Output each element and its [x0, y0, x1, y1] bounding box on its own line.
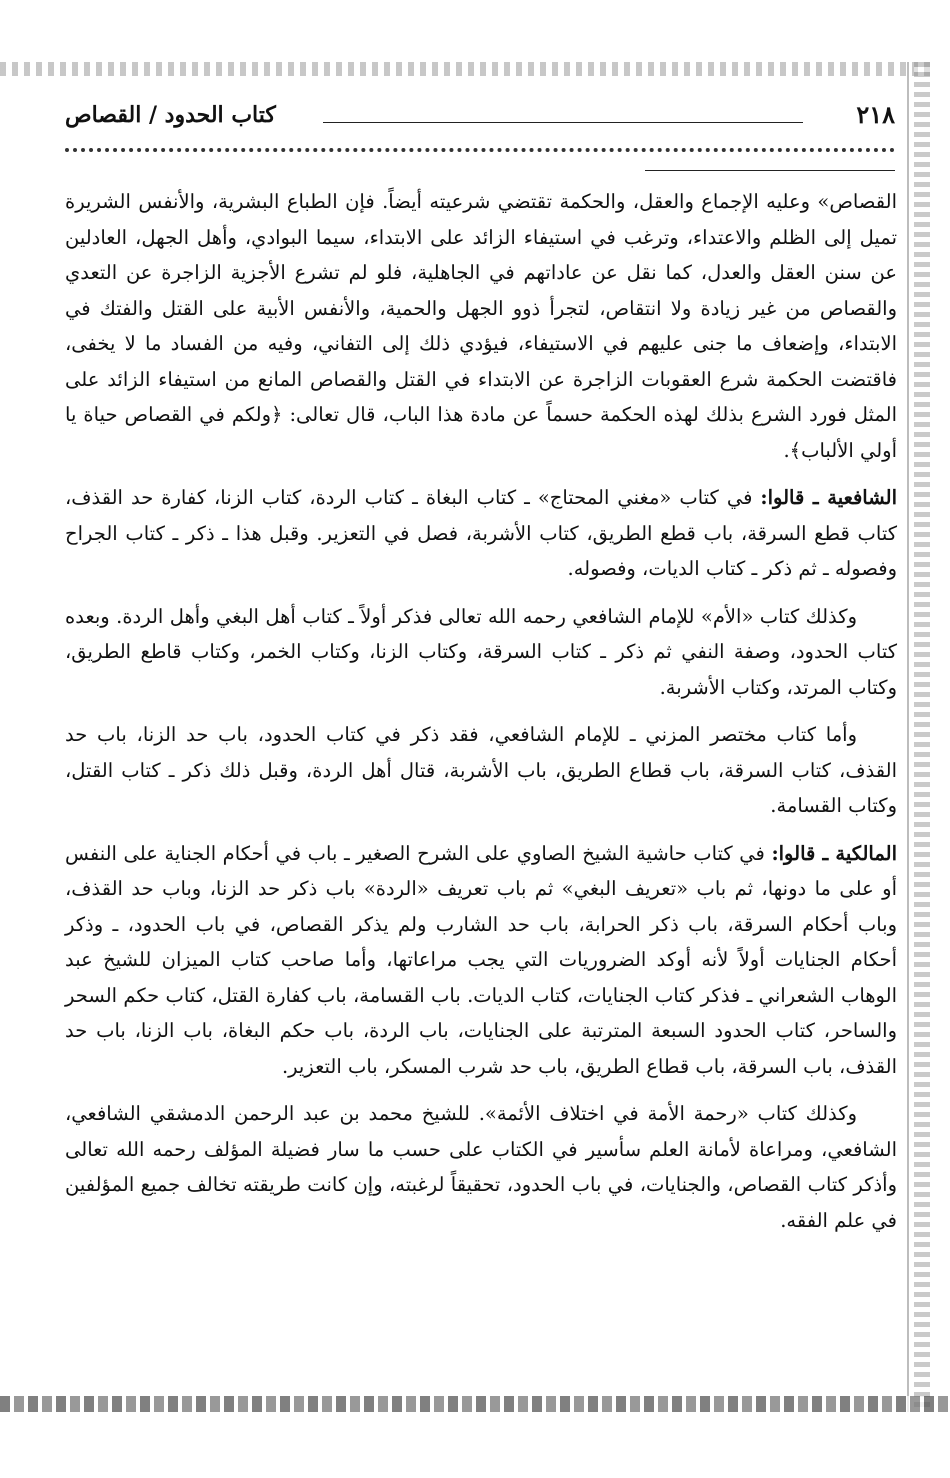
page-body [65, 184, 897, 1250]
running-title: كتاب الحدود / القصاص [65, 102, 276, 128]
paragraph-text: وكذلك كتاب «رحمة الأمة في اختلاف الأئمة». للشيخ محمد بن عبد الرحمن الدمشقي الشافعي، الشافعي، ومراعاة لأمانة العلم سأسير في الكتاب على حسب ما سار فضيلة المؤلف رحمه الله تعالى وأذكر كتاب القصاص، والجنايات، في باب الحدود، تحقيقاً لرغبته، وإن كانت طريقته تخالف جميع المؤلفين في علم الفقه. [65, 1102, 897, 1232]
right-ornamental-border [914, 62, 930, 1412]
paragraph-text: في كتاب «مغني المحتاج» ـ كتاب البغاة ـ كتاب الردة، كتاب الزنا، كفارة حد القذف، كتاب قطع السرقة، باب قطع الطريق، كتاب الأشربة، فصل في التعزير. وقبل هذا ـ ذكر ـ كتاب الجراح وفصوله ـ ثم ذكر ـ كتاب الديات، وفصوله. [65, 486, 897, 580]
paragraph-text: القصاص» وعليه الإجماع والعقل، والحكمة تقتضي شرعيته أيضاً. فإن الطباع البشرية، والأنفس الشريرة تميل إلى الظلم والاعتداء، وترغب في استيفاء الزائد على الابتداء، سيما البوادي، وأهل الجهل، العادلين عن سنن العقل والعدل، كما نقل عن عاداتهم في الجاهلية، فلو لم تشرع الأجزية الزاجرة عن التعدي والقصاص من غير زيادة ولا انتقاص، لتجرأ ذوو الجهل والحمية، والأنفس الأبية على القتل والفتك في الابتداء، وإضعاف ما جنى عليهم في الاستيفاء، فيؤدي ذلك إلى التفاني، وفيه من الفساد ما لا يخفى، فاقتضت الحكمة شرع العقوبات الزاجرة عن الابتداء في القتل والقصاص المانع من استيفاء الزائد على المثل فورد الشرع بذلك لهذه الحكمة حسماً عن مادة هذا الباب، قال تعالى: ﴿ولكم في القصاص حياة يا أولي الألباب﴾. [65, 190, 897, 462]
paragraph-text: وأما كتاب مختصر المزني ـ للإمام الشافعي، فقد ذكر في كتاب الحدود، باب حد الزنا، باب حد القذف، كتاب السرقة، باب قطاع الطريق، باب الأشربة، قتال أهل الردة، وقبل ذلك ذكر ـ كتاب القتل، وكتاب القسامة. [65, 723, 897, 817]
top-ornamental-border [0, 62, 935, 76]
paragraph-muzani [65, 717, 897, 824]
paragraph-maliki [65, 836, 897, 1085]
paragraph-1 [65, 184, 897, 468]
right-border-line [907, 62, 909, 1412]
paragraph-lead: الشافعية ـ قالوا: [760, 486, 897, 509]
paragraph-al-umm [65, 599, 897, 706]
page-header [65, 100, 895, 140]
short-divider [645, 170, 895, 171]
paragraph-text: في كتاب حاشية الشيخ الصاوي على الشرح الصغير ـ باب في أحكام الجناية على النفس أو على ما دونها، ثم باب «تعريف البغي» ثم باب تعريف «الردة» باب ذكر حد الزنا، وباب حد القذف، وباب أحكام السرقة، باب ذكر الحرابة، باب حد الشارب ولم يذكر القصاص، في باب الحدود، ـ وذكر أحكام الجنايات أولاً لأنه أوكد الضروريات التي يجب مراعاتها، وأما صاحب كتاب الميزان للشيخ عبد الوهاب الشعراني ـ فذكر كتاب الجنايات، كتاب الديات. باب القسامة، باب كفارة القتل، كتاب حكم السحر والساحر، كتاب الحدود السبعة المترتبة على الجنايات، باب الردة، باب حكم البغاة، باب الزنا، باب حد القذف، باب السرقة، باب قطاع الطريق، باب حد شرب المسكر، باب التعزير. [65, 841, 897, 1078]
paragraph-rahmat-al-umma [65, 1096, 897, 1238]
page-number: ٢١٨ [856, 100, 895, 129]
header-rule [323, 122, 803, 123]
dotted-divider [65, 148, 895, 152]
bottom-ornamental-border [0, 1396, 950, 1412]
paragraph-text: وكذلك كتاب «الأم» للإمام الشافعي رحمه الله تعالى فذكر أولاً ـ كتاب أهل البغي وأهل الردة. وبعده كتاب الحدود، وصفة النفي ثم ذكر ـ كتاب السرقة، وكتاب الزنا، وكتاب الخمر، وكتاب قاطع الطريق، وكتاب المرتد، وكتاب الأشربة. [65, 604, 897, 699]
paragraph-shafii [65, 480, 897, 587]
paragraph-lead: المالكية ـ قالوا: [771, 841, 897, 865]
